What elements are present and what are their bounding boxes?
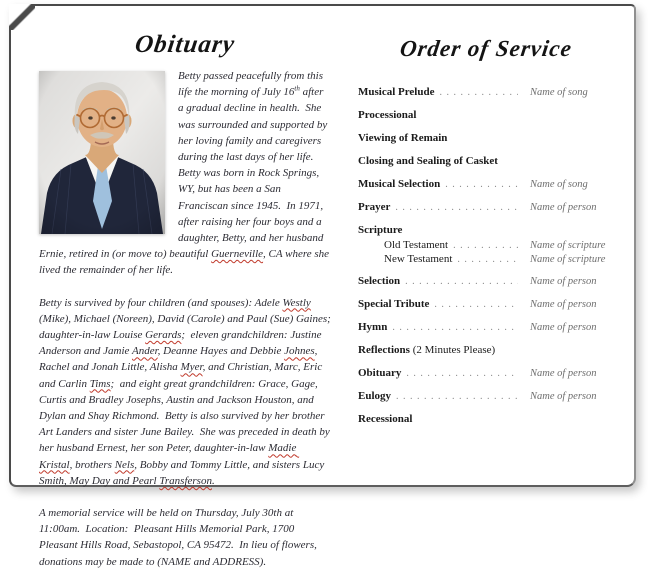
dotted-leader [406,368,518,379]
dotted-leader [396,391,518,402]
order-item-value: Name of song [530,87,588,98]
dotted-leader [392,322,518,333]
order-item-value: Name of person [530,202,597,213]
misspelled-word: Tims [89,377,111,390]
misspelled-word: Ander [131,345,158,358]
order-item-label: Eulogy [358,390,392,402]
order-item-value: Name of song [530,179,588,190]
order-item-label: Musical Prelude [358,86,435,98]
order-item [358,367,614,379]
order-item-label: Obituary [358,367,402,379]
text-segment: , Deanne Hayes and Debbie [157,345,285,358]
dotted-leader [445,179,518,190]
text-segment: ; eleven grandchildren: Justine Anderson and Jamie [39,329,325,358]
order-item-value: Name of person [530,276,597,287]
order-item-label: Processional [358,109,417,121]
order-item-label: Scripture [358,224,403,236]
order-item-value: Name of scripture [530,240,606,251]
order-of-service-page [358,34,614,436]
order-item [358,344,614,356]
text-segment: . [211,474,215,487]
misspelled-word: Gerards [145,329,182,342]
text-segment: th [294,84,300,93]
order-item [358,224,614,236]
obituary-paragraph [39,505,331,570]
order-item-value: Name of scripture [530,254,606,265]
page-fold-corner-icon [9,4,35,30]
order-item-value: Name of person [530,368,597,379]
order-item-label: Old Testament [384,239,449,251]
order-item-label: Reflections [358,344,410,356]
text-segment: Betty passed peacefully from this life the morning of July 16 [178,70,326,99]
order-item-label: Musical Selection [358,178,441,190]
order-item [358,321,614,333]
order-item-label: Viewing of Remain [358,132,448,144]
dotted-leader [439,87,518,98]
dotted-leader [453,240,518,251]
program-sheet [9,4,636,568]
text-segment: Betty is survived by four children (and spouses): Adele [39,296,283,309]
order-item [358,275,614,287]
misspelled-word: Transferson [159,474,212,487]
misspelled-word: Myer [180,361,203,374]
order-item-label: Prayer [358,201,391,213]
order-item-note: (2 Minutes Please) [409,344,496,356]
order-item-label: Special Tribute [358,298,430,310]
order-item [358,132,614,144]
order-item [358,109,614,121]
order-item [358,413,614,425]
text-segment: , brothers [69,458,115,471]
text-segment: A memorial service will be held on Thursday, July 30th at 11:00am. Location: Pleasant Hills Memorial Park, 1700 Pleasant Hills Road, Sebastopol, CA 95472. In lieu of flowers, donations may be made to (NAME and ADDRESS). [39,507,320,568]
order-item-label: Selection [358,275,401,287]
order-item [358,201,614,213]
misspelled-word: Westly [282,296,311,309]
misspelled-word: Madie Kristal [39,442,300,471]
order-item [384,239,614,251]
text-segment: after a gradual decline in health. She was surrounded and supported by her loving family and caregivers during the last days of her life. Betty was born in Rock Springs, WY, but has been a San Franciscan since 1945. In 1971, after raising her four boys and a daughter, Betty, and her husband Ernie, retired in (or move to) beautiful [39,86,331,261]
order-item [358,155,614,167]
text-segment: , CA where she lived the remainder of her life. [39,248,332,277]
portrait-photo [39,71,165,234]
order-item-label: Closing and Sealing of Casket [358,155,498,167]
obituary-page [39,30,337,570]
misspelled-word: Nels [114,458,135,471]
text-segment: (Mike), Michael (Noreen), David (Carole) and Paul (Sue) Gaines; daughter-in-law Louise [39,296,337,342]
dotted-leader [457,254,518,265]
order-list [358,86,614,425]
order-item-label: Hymn [358,321,388,333]
order-item [384,253,614,265]
order-item-value: Name of person [530,299,597,310]
order-item-value: Name of person [530,391,597,402]
obituary-title: Obituary [133,31,237,58]
dotted-leader [405,276,518,287]
text-segment: , Rachel and Jonah Little, Alisha [39,345,321,374]
obituary-paragraph [39,295,337,489]
order-item [358,86,614,98]
text-segment: ; and eight great grandchildren: Grace, Gage, Curtis and Bradley Josephs, Austin and Jackson Houston, and Dylan and Shay Richmond. Betty is also survived by her brother Art Landers and sister June Bailey. She was preceded in death by her husband Ernest, her son Peter, daughter-in-law [39,377,333,455]
misspelled-word: Johnes [284,345,315,358]
dotted-leader [434,299,518,310]
dotted-leader [395,202,518,213]
order-item-label: New Testament [384,253,453,265]
text-segment: , and Christian, Marc, Eric and Carlin [39,361,325,390]
order-of-service-title: Order of Service [398,36,574,61]
order-item [358,390,614,402]
obituary-text [39,68,337,570]
order-item-label: Recessional [358,413,413,425]
order-item [358,298,614,310]
order-item-value: Name of person [530,322,597,333]
text-segment: , Bobby and Tommy Little, and sisters Lucy Smith, May Day and Pearl [39,458,327,487]
order-item [358,178,614,190]
misspelled-word: Guerneville [211,248,264,261]
